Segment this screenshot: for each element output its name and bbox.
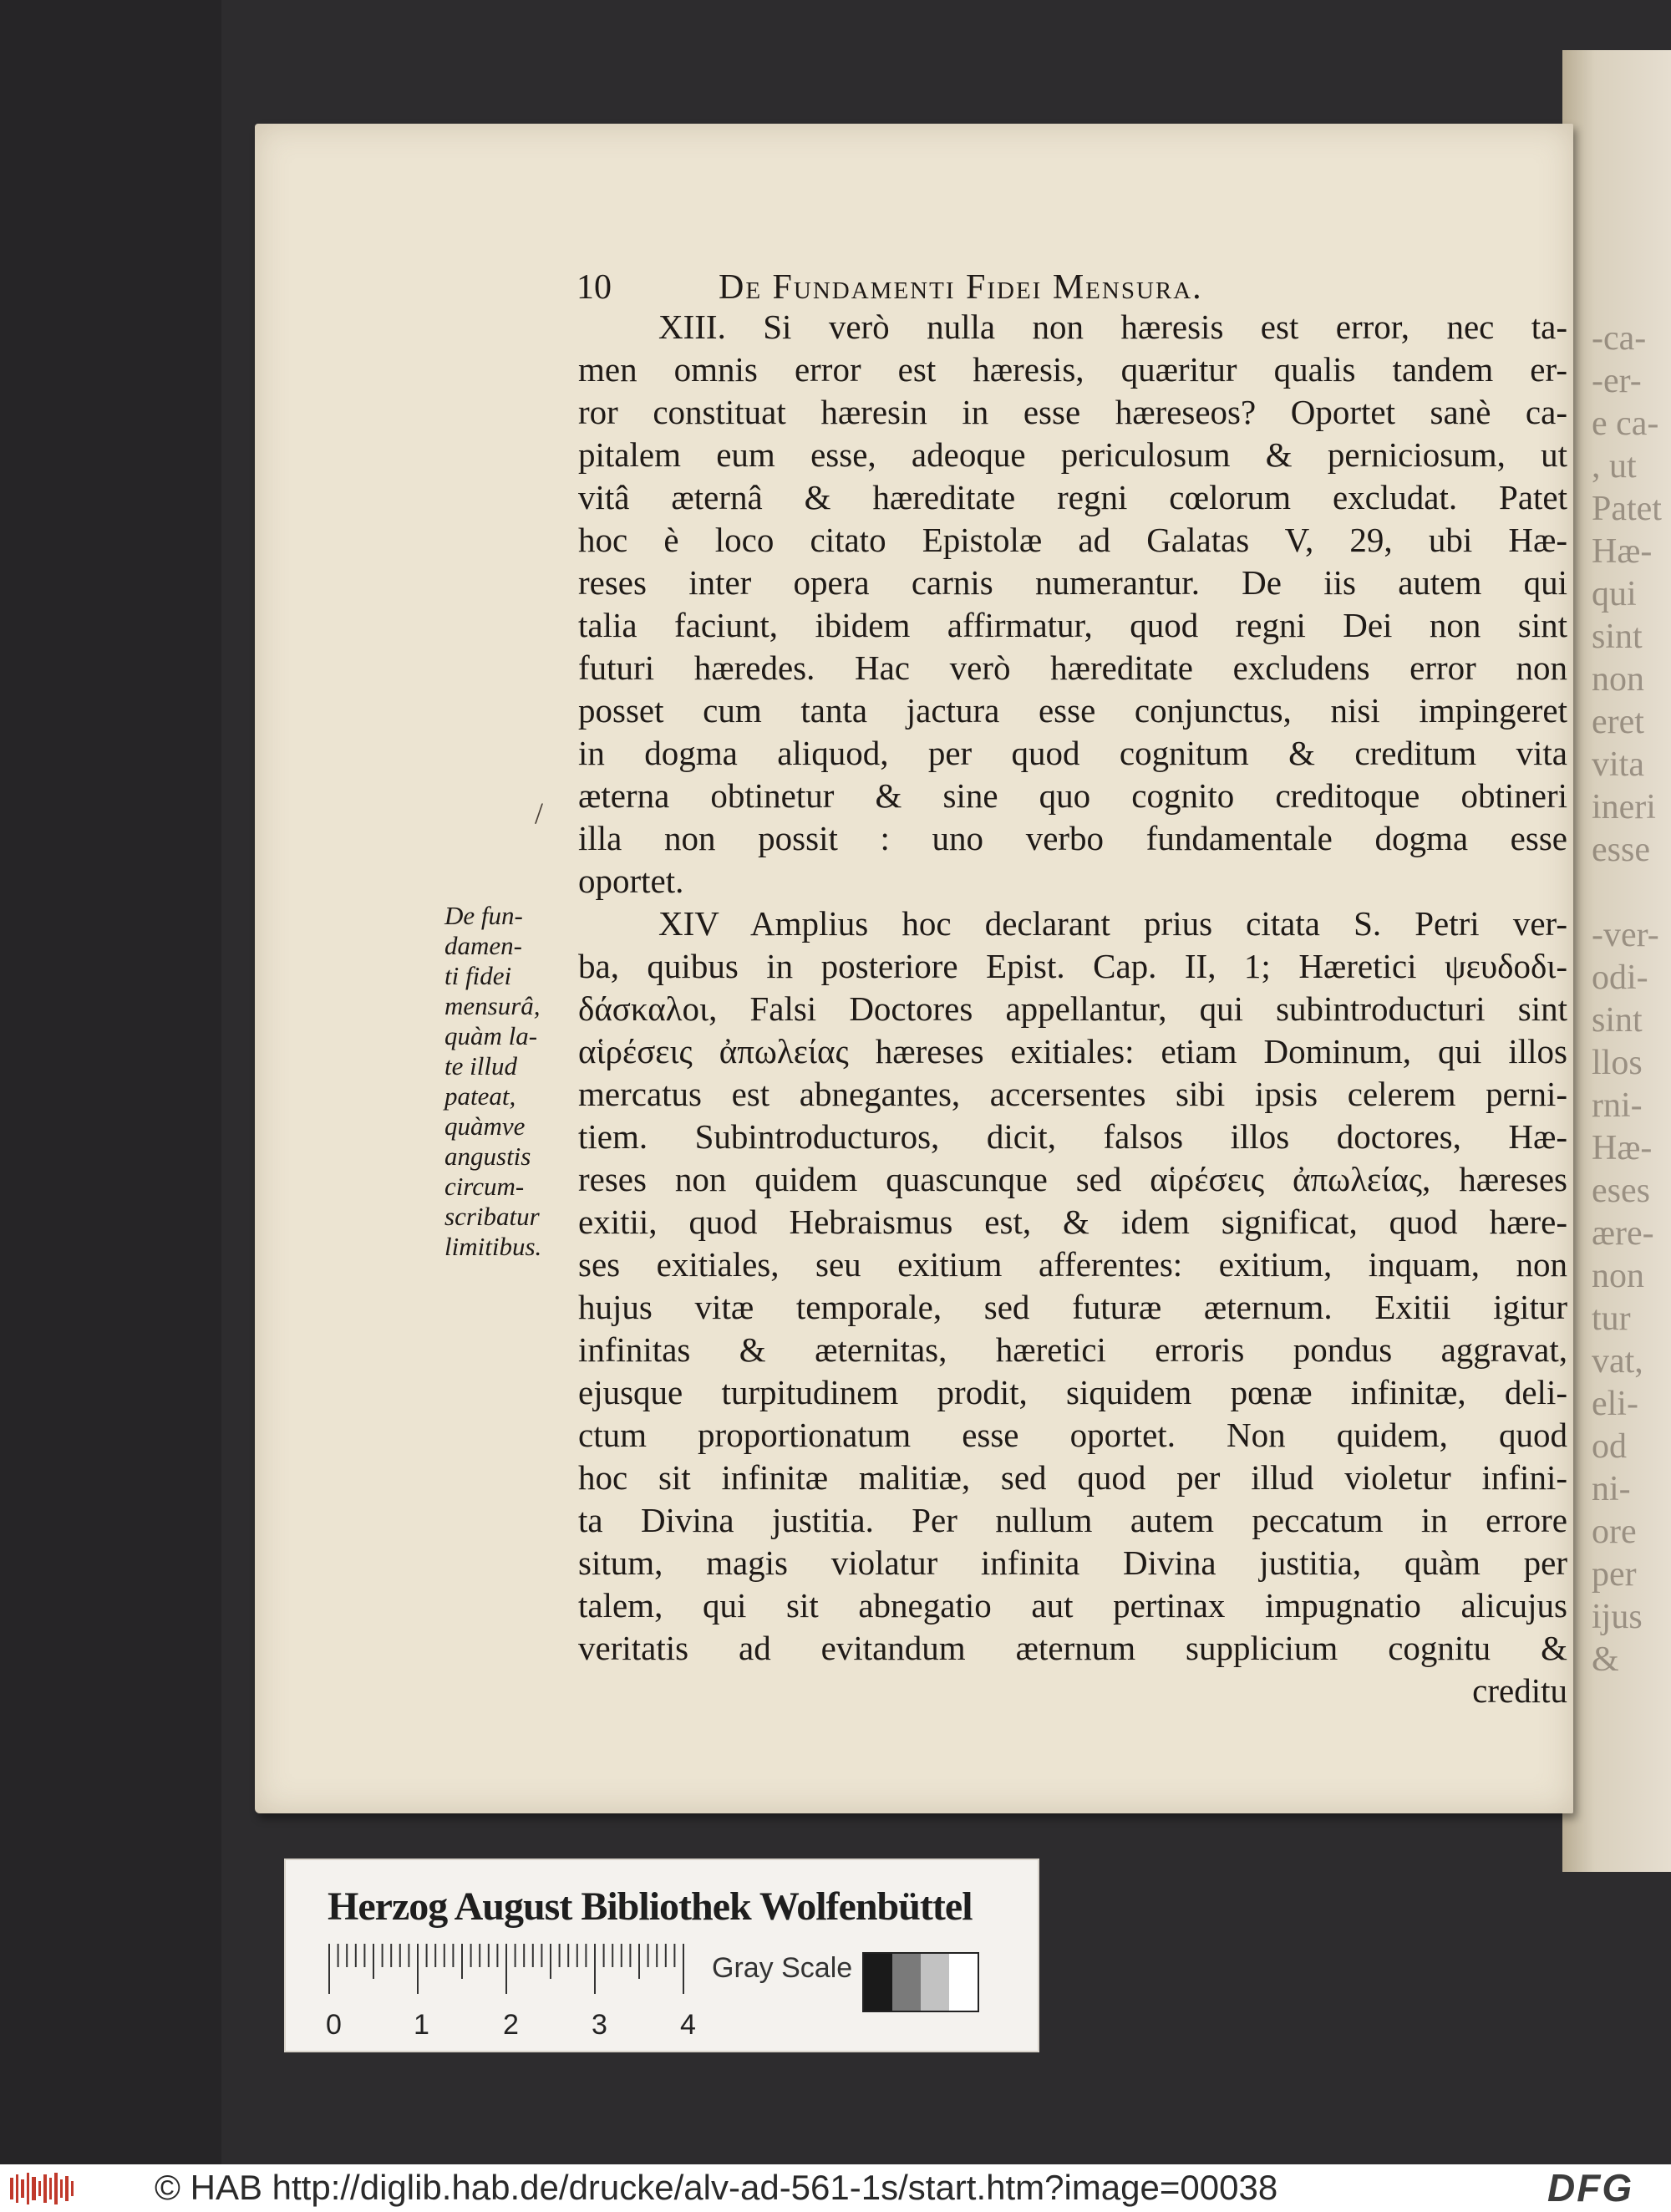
text-line: ctum proportionatum esse oportet. Non quidem, quod [578, 1416, 1567, 1454]
library-name: Herzog August Bibliothek Wolfenbüttel [328, 1884, 973, 1929]
text-line: hoc sit infinitæ malitiæ, sed quod per illud violetur infini- [578, 1458, 1567, 1497]
marginal-note-line: scribatur [444, 1202, 540, 1231]
text-line: æterna obtinetur & sine quo cognito creditoque obtineri [578, 776, 1567, 815]
text-line: situm, magis violatur infinita Divina justitia, quàm per [578, 1543, 1567, 1582]
gray-scale-label: Gray Scale [712, 1952, 853, 1984]
text-line: talia faciunt, ibidem affirmatur, quod regni Dei non sint [578, 606, 1567, 644]
gray-patch [892, 1954, 921, 2011]
text-line: infinitas & æternitas, hæretici erroris pondus aggravat, [578, 1330, 1567, 1369]
ruler-number: 1 [414, 2009, 429, 2041]
marginal-note-line: angustis [444, 1142, 531, 1171]
text-line: talem, qui sit abnegatio aut pertinax impugnatio alicujus [578, 1586, 1567, 1625]
text-line: illa non possit : uno verbo fundamentale dogma esse [578, 819, 1567, 857]
text-line: ror constituat hæresin in esse hæreseos? Oportet sanè ca- [578, 393, 1567, 431]
text-line: pitalem eum esse, adeoque periculosum & perniciosum, ut [578, 435, 1567, 474]
marginal-note-line: limitibus. [444, 1232, 542, 1261]
text-line: oportet. [578, 862, 684, 900]
marginal-note-line: quàm la- [444, 1021, 538, 1050]
marginal-note-line: circum- [444, 1172, 525, 1201]
text-line: hujus vitæ temporale, sed futuræ æternum. Exitii igitur [578, 1288, 1567, 1326]
text-line: men omnis error est hæresis, quæritur qualis tandem er- [578, 350, 1567, 389]
page-number: 10 [576, 268, 612, 307]
marginal-note-line: damen- [444, 931, 522, 960]
body-text [578, 306, 1567, 1712]
gray-patch [949, 1954, 978, 2011]
ruler-number: 2 [503, 2009, 519, 2041]
gray-scale-patches [862, 1952, 979, 2012]
marginal-note [444, 901, 578, 1262]
text-line: ba, quibus in posteriore Epist. Cap. II, 1; Hæretici ψευδοδι- [578, 947, 1567, 985]
ruler-number: 3 [592, 2009, 607, 2041]
text-line: αἱρέσεις ἀπωλείας hæreses exitiales: etiam Dominum, qui illos [578, 1032, 1567, 1070]
gray-patch [864, 1954, 892, 2011]
calibration-card [284, 1859, 1039, 2052]
running-head [576, 266, 1420, 309]
text-line: ses exitiales, seu exitium afferentes: exitium, inquam, non [578, 1245, 1567, 1284]
text-line: exitii, quod Hebraismus est, & idem significat, quod hære- [578, 1203, 1567, 1241]
dfg-logo: DFG [1547, 2166, 1634, 2209]
marginal-note-line: te illud [444, 1051, 517, 1081]
text-line: XIV Amplius hoc declarant prius citata S. Petri ver- [658, 904, 1567, 943]
running-title: De Fundamenti Fidei Mensura. [719, 268, 1203, 307]
text-line: futuri hæredes. Hac verò hæreditate excludens error non [578, 648, 1567, 687]
text-line: vitâ æternâ & hæreditate regni cœlorum excludat. Patet [578, 478, 1567, 516]
stray-mark: / [535, 796, 544, 830]
text-line: reses inter opera carnis numerantur. De iis autem qui [578, 563, 1567, 602]
text-line: posset cum tanta jactura esse conjunctus, nisi impingeret [578, 691, 1567, 730]
marginal-note-line: De fun- [444, 901, 523, 930]
text-line: hoc è loco citato Epistolæ ad Galatas V, 29, ubi Hæ- [578, 521, 1567, 559]
facing-page-text: -ca- -er- e ca- , ut Patet Hæ- qui sint non eret vita ineri esse -ver- odi- sint llos rni- Hæ- eses ære- non tur vat, eli- od ni- ore per ijus & [1592, 319, 1662, 1679]
ruler-number: 4 [680, 2009, 696, 2041]
hab-barcode-logo-icon [10, 2173, 77, 2204]
footer-source: © HAB http://diglib.hab.de/drucke/alv-ad-561-1s/start.htm?image=00038 [155, 2168, 1278, 2207]
ruler-ticks [326, 1944, 719, 1994]
text-line: ejusque turpitudinem prodit, siquidem pœnæ infinitæ, deli- [578, 1373, 1567, 1411]
text-line: δάσκαλοι, Falsi Doctores appellantur, qui subintroducturi sint [578, 989, 1567, 1028]
scan-backdrop-left [0, 0, 221, 2164]
text-line: tiem. Subintroducturos, dicit, falsos illos doctores, Hæ- [578, 1117, 1567, 1156]
marginal-note-line: pateat, [444, 1081, 516, 1111]
text-line: reses non quidem quascunque sed αἱρέσεις ἀπωλείας, hæreses [578, 1160, 1567, 1198]
scale-ruler [326, 1944, 719, 2044]
text-line: ta Divina justitia. Per nullum autem peccatum in errore [578, 1501, 1567, 1539]
gray-patch [921, 1954, 949, 2011]
marginal-note-line: quàmve [444, 1111, 526, 1141]
marginal-note-line: mensurâ, [444, 991, 541, 1020]
text-line: veritatis ad evitandum æternum supplicium cognitu & [578, 1629, 1567, 1667]
text-line: in dogma aliquod, per quod cognitum & creditum vita [578, 734, 1567, 772]
text-line: XIII. Si verò nulla non hæresis est error, nec ta- [658, 308, 1567, 346]
text-line: creditu [1472, 1671, 1567, 1710]
marginal-note-line: ti fidei [444, 961, 512, 990]
ruler-number: 0 [326, 2009, 342, 2041]
footer-bar [0, 2164, 1671, 2212]
text-line: mercatus est abnegantes, accersentes sibi ipsis celerem perni- [578, 1075, 1567, 1113]
